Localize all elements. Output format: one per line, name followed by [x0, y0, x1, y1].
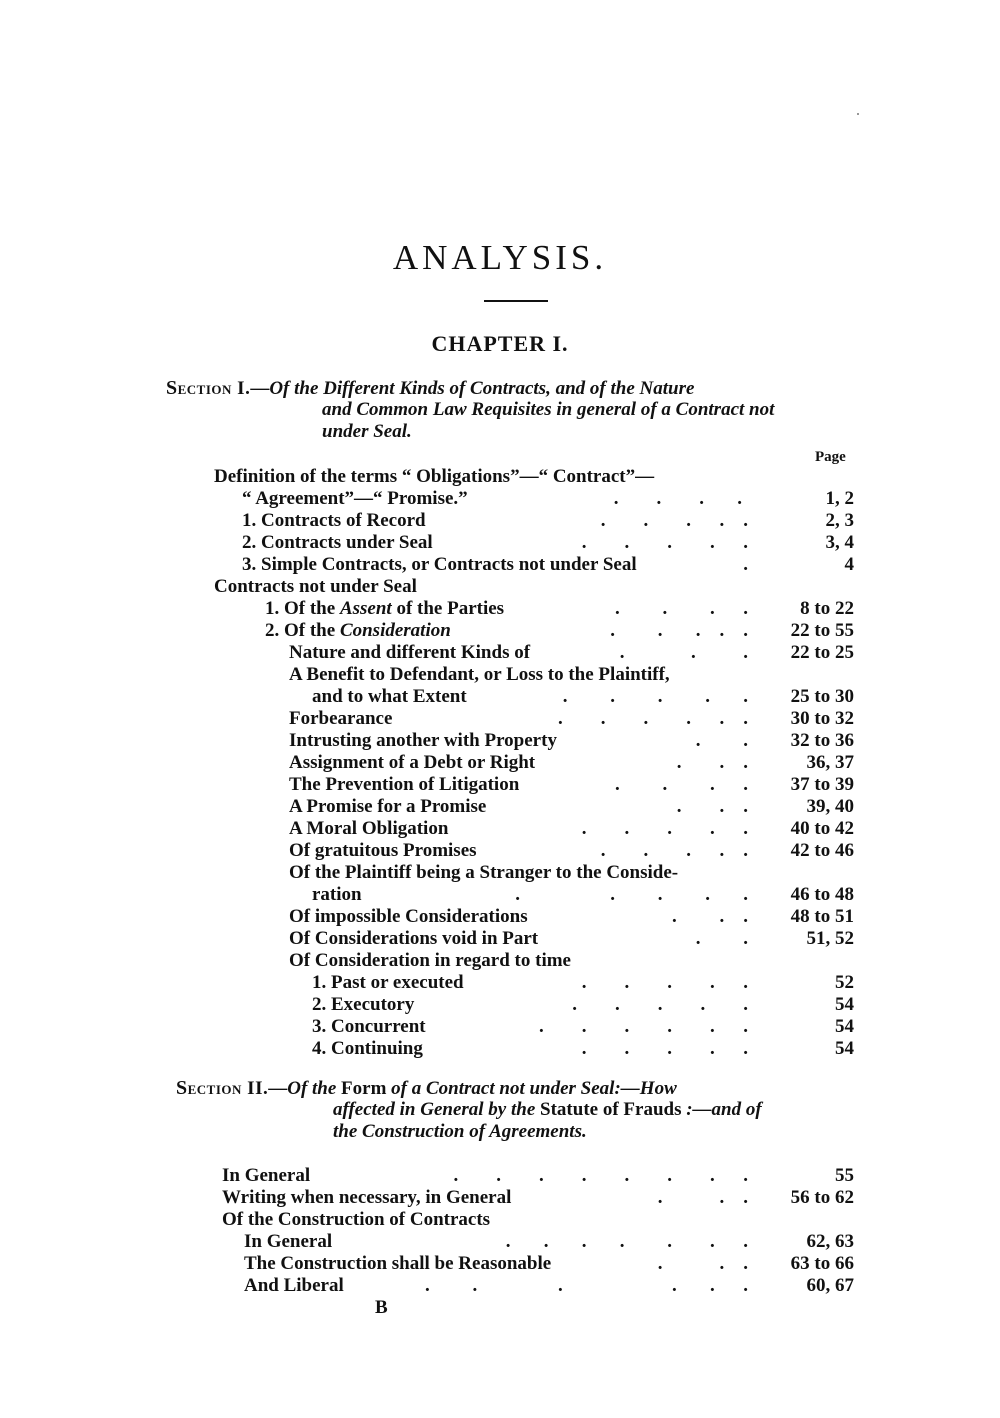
- toc-row: Nature and different Kinds of . . . 22 to 25: [289, 642, 854, 663]
- toc-row: ration . . . . . 46 to 48: [312, 884, 854, 905]
- toc-row: 1. Past or executed . . . . . 52: [312, 972, 854, 993]
- toc-row: 2. Executory . . . . . 54: [312, 994, 854, 1015]
- page-ref: 22 to 25: [790, 642, 854, 663]
- page-ref: 37 to 39: [790, 774, 854, 795]
- toc-row: In General . . . . . . . . 55: [222, 1165, 854, 1186]
- page-ref: 62, 63: [806, 1231, 854, 1252]
- section-1-line-2: and Common Law Requisites in general of a Contract not: [322, 399, 775, 420]
- page-ref: 1, 2: [825, 488, 854, 509]
- toc-row: 3. Simple Contracts, or Contracts not under Seal . 4: [242, 554, 854, 575]
- page-ref: 32 to 36: [790, 730, 854, 751]
- page-ref: 54: [835, 1016, 854, 1037]
- page-ref: 54: [835, 994, 854, 1015]
- chapter-heading: CHAPTER I.: [431, 331, 569, 356]
- page-ref: 60, 67: [806, 1275, 854, 1296]
- toc-row: Of gratuitous Promises . . . . . 42 to 46: [289, 840, 854, 861]
- toc-row: Of Considerations void in Part . . 51, 52: [289, 928, 854, 949]
- page-title: ANALYSIS.: [392, 238, 608, 277]
- toc-row: 2. Contracts under Seal . . . . . 3, 4: [242, 532, 854, 553]
- page-ref: 30 to 32: [790, 708, 854, 729]
- page-ref: 55: [835, 1165, 854, 1186]
- page-ref: 52: [835, 972, 854, 993]
- toc-row: 1. Contracts of Record . . . . . 2, 3: [242, 510, 854, 531]
- page-speck: [857, 113, 859, 115]
- section-1-line-3: under Seal.: [322, 421, 412, 442]
- page-ref: 51, 52: [806, 928, 854, 949]
- toc-row: Writing when necessary, in General . . . 56 to 62: [222, 1187, 854, 1208]
- toc-row: Of the Construction of Contracts: [222, 1209, 491, 1230]
- page-ref: 42 to 46: [790, 840, 854, 861]
- page-ref: 48 to 51: [790, 906, 854, 927]
- page-ref: 8 to 22: [800, 598, 854, 619]
- page-ref: 36, 37: [806, 752, 854, 773]
- section-1-line-1: Of the Different Kinds of Contracts, and of the Nature: [269, 378, 695, 399]
- page-ref: 2, 3: [825, 510, 854, 531]
- toc-row: In General . . . . . . . 62, 63: [244, 1231, 854, 1252]
- page-ref: 25 to 30: [790, 686, 854, 707]
- page-ref: 56 to 62: [790, 1187, 854, 1208]
- toc-row: Assignment of a Debt or Right . . . 36, 37: [289, 752, 854, 773]
- page-ref: 54: [835, 1038, 854, 1059]
- page-ref: 40 to 42: [790, 818, 854, 839]
- toc-row: “ Agreement”—“ Promise.” . . . . 1, 2: [242, 488, 854, 509]
- title-rule: [484, 300, 548, 302]
- toc-row: Intrusting another with Property . . 32 to 36: [289, 730, 854, 751]
- toc-row: 1. Of the Assent of the Parties . . . . 8 to 22: [265, 598, 854, 619]
- page-column-header: Page: [815, 449, 846, 465]
- toc-row: Forbearance . . . . . . 30 to 32: [289, 708, 854, 729]
- page-ref: 3, 4: [825, 532, 854, 553]
- page-ref: 46 to 48: [790, 884, 854, 905]
- section-2-label: Section II.: [176, 1077, 269, 1099]
- page-ref: 63 to 66: [790, 1253, 854, 1274]
- toc-row: Of impossible Considerations . . . 48 to 51: [289, 906, 854, 927]
- toc-row: Contracts not under Seal: [214, 576, 417, 597]
- toc-row: A Benefit to Defendant, or Loss to the Plaintiff,: [289, 664, 670, 685]
- page-ref: 39, 40: [806, 796, 854, 817]
- toc-row: The Construction shall be Reasonable . . . 63 to 66: [244, 1253, 854, 1274]
- toc-row: A Promise for a Promise . . . 39, 40: [289, 796, 854, 817]
- toc-row: And Liberal . . . . . . 60, 67: [244, 1275, 854, 1296]
- signature-mark: B: [375, 1297, 388, 1318]
- toc-row: and to what Extent . . . . . 25 to 30: [312, 686, 854, 707]
- toc-row: A Moral Obligation . . . . . 40 to 42: [289, 818, 854, 839]
- page-ref: 22 to 55: [790, 620, 854, 641]
- toc-row: 2. Of the Consideration . . . . . 22 to 55: [265, 620, 854, 641]
- section-1-label: Section I.: [166, 377, 251, 399]
- toc-row: 4. Continuing . . . . . 54: [312, 1038, 854, 1059]
- toc-row: Definition of the terms “ Obligations”—“ Contract”—: [214, 466, 655, 487]
- toc-row: Of the Plaintiff being a Stranger to the Conside-: [289, 862, 679, 883]
- toc-row: Of Consideration in regard to time: [289, 950, 571, 971]
- toc-row: 3. Concurrent . . . . . . 54: [312, 1016, 854, 1037]
- page-ref: 4: [844, 554, 854, 575]
- section-2-line-3: the Construction of Agreements.: [333, 1121, 587, 1142]
- toc-row: The Prevention of Litigation . . . . 37 to 39: [289, 774, 854, 795]
